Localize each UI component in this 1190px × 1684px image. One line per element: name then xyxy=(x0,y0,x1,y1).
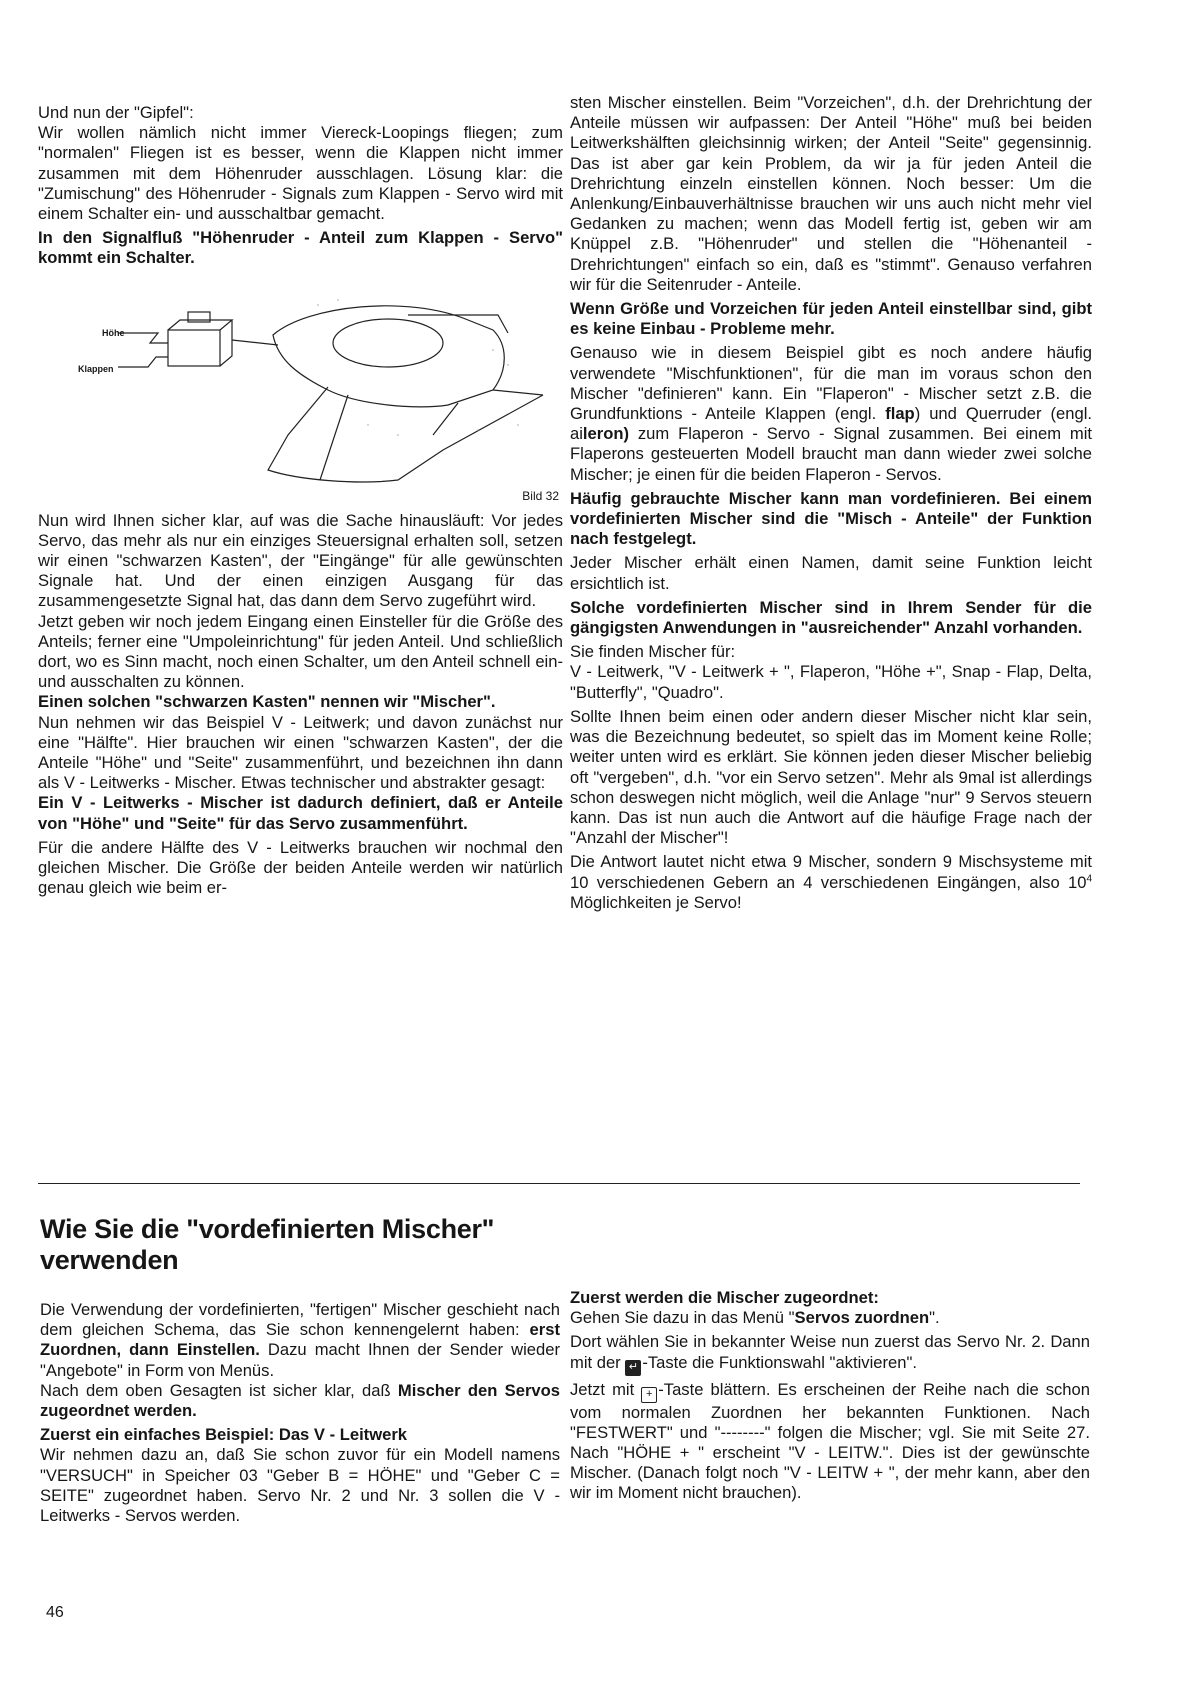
plus-key-icon: + xyxy=(641,1387,657,1403)
paragraph-bold: In den Signalfluß "Höhenruder - Anteil zum Klappen - Servo" kommt ein Schalter. xyxy=(38,228,563,268)
figure-label-klappen: Klappen xyxy=(78,363,114,374)
paragraph: Sie finden Mischer für: xyxy=(570,642,736,662)
paragraph: Nach dem oben Gesagten ist sicher klar, daß Mischer den Servos zugeordnet werden. xyxy=(40,1380,560,1421)
paragraph-bold: Solche vordefinierten Mischer sind in Ihrem Sender für die gängigsten Anwendungen in "ausreichender" Anzahl vorhanden. xyxy=(570,597,1092,638)
section-left-column xyxy=(40,1300,560,1530)
paragraph-bold: Ein V - Leitwerks - Mischer ist dadurch definiert, daß er Anteile von "Höhe" und "Seite" für das Servo zusammenführt. xyxy=(38,793,563,833)
paragraph: Genauso wie in diesem Beispiel gibt es noch andere häufig verwendete "Mischfunktionen", für die man im voraus schon den Mischer "definieren" kann. Ein "Flaperon" - Mischer setzt z.B. die Grundfunktions - Anteile Klappen (engl. flap) und Querruder (engl. aileron) zum Flaperon - Servo - Signal zusammen. Bei einem mit Flaperons gesteuerten Modell braucht man dann wieder zwei solche Mischer; je einen für die beiden Flaperon - Servos. xyxy=(570,343,1092,484)
paragraph: Sollte Ihnen beim einen oder andern dieser Mischer nicht klar sein, was die Bezeichnung bedeutet, so spielt das im Moment keine Rolle; weiter unten wird es erklärt. Sie können jeden dieser Mischer beliebig oft "vergeben", d.h. "vor ein Servo setzen". Mehr als 9mal ist allerdings schon deswegen nicht möglich, weil die Anlage "nur" 9 Servos steuern kann. Das ist nun auch die Antwort auf die häufige Frage nach der "Anzahl der Mischer"! xyxy=(570,706,1092,848)
paragraph: Und nun der "Gipfel": xyxy=(38,103,194,122)
page-number: 46 xyxy=(46,1604,64,1621)
section-heading: Wie Sie die "vordefinierten Mischer" verwenden xyxy=(40,1214,495,1275)
paragraph: Jeder Mischer erhält einen Namen, damit seine Funktion leicht ersichtlich ist. xyxy=(570,553,1092,593)
paragraph: Die Verwendung der vordefinierten, "fertigen" Mischer geschieht nach dem gleichen Schema, das Sie schon kennengelernt haben: erst Zuordnen, dann Einstellen. Dazu macht Ihnen der Sender wieder "Angebote" in Form von Menüs. xyxy=(40,1300,560,1380)
paragraph: Dort wählen Sie in bekannter Weise nun zuerst das Servo Nr. 2. Dann mit der ↵ -Taste die Funktionswahl "aktivieren". xyxy=(570,1332,1090,1375)
paragraph: Wir nehmen dazu an, daß Sie schon zuvor für ein Modell namens "VERSUCH" in Speicher 03 "Geber B = HÖHE" und "Geber C = SEITE" zugeordnet haben. Servo Nr. 2 und Nr. 3 sollen die V - Leitwerks - Servos werden. xyxy=(40,1445,560,1526)
paragraph: Nun wird Ihnen sicher klar, auf was die Sache hinausläuft: Vor jedes Servo, das mehr als nur ein einziges Steuersignal erhalten soll, setzen wir einen "schwarzen Kasten", der "Eingänge" für alle gewünschten Signale hat. Und der einen einzigen Ausgang für das zusammengesetzte Signal hat, das dann dem Servo zugeführt wird. xyxy=(38,510,563,611)
paragraph: Gehen Sie dazu in das Menü "Servos zuordnen". xyxy=(570,1308,940,1328)
figure-label-hoehe: Höhe xyxy=(102,327,125,338)
paragraph-bold: Zuerst ein einfaches Beispiel: Das V - Leitwerk xyxy=(40,1425,408,1445)
paragraph-bold: Häufig gebrauchte Mischer kann man vordefinieren. Bei einem vordefinierten Mischer sind die "Misch - Anteile" der Funktion nach festgelegt. xyxy=(570,488,1092,549)
figure-bild-32 xyxy=(38,275,563,505)
right-column xyxy=(570,93,1092,917)
paragraph: Nun nehmen wir das Beispiel V - Leitwerk; und davon zunächst nur eine "Hälfte". Hier brauchen wir einen "schwarzen Kasten", der die Anteile "Höhe" und "Seite" zusammenführt, und bezeichnen ihn dann als V - Leitwerks - Mischer. Etwas technischer und abstrakter gesagt: xyxy=(38,712,563,793)
section-divider xyxy=(38,1183,1080,1184)
paragraph: Die Antwort lautet nicht etwa 9 Mischer, sondern 9 Mischsysteme mit 10 verschiedenen Gebern an 4 verschiedenen Eingängen, also $10^4$ Möglichkeiten je Servo! xyxy=(570,852,1092,912)
paragraph-bold: Einen solchen "schwarzen Kasten" nennen wir "Mischer". xyxy=(38,692,496,712)
figure-caption: Bild 32 xyxy=(522,489,559,504)
aircraft-mixer-illustration xyxy=(38,275,563,505)
paragraph: V - Leitwerk, "V - Leitwerk + ", Flaperon, "Höhe +", Snap - Flap, Delta, "Butterfly", "Quadro". xyxy=(570,662,1092,702)
paragraph-bold: Wenn Größe und Vorzeichen für jeden Anteil einstellbar sind, gibt es keine Einbau - Probleme mehr. xyxy=(570,299,1092,339)
section-right-column xyxy=(570,1288,1090,1508)
paragraph: Für die andere Hälfte des V - Leitwerks brauchen wir nochmal den gleichen Mischer. Die Größe der beiden Anteile werden wir natürlich genau gleich wie beim er- xyxy=(38,837,563,898)
paragraph-bold: Zuerst werden die Mischer zugeordnet: xyxy=(570,1288,879,1307)
paragraph: sten Mischer einstellen. Beim "Vorzeichen", d.h. der Drehrichtung der Anteile müssen wir aufpassen: Der Anteil "Höhe" muß bei beiden Leitwerkshälften gleichsinnig wirken; der Anteil "Seite" gegensinnig. Das ist aber gar kein Problem, da wir ja für jeden Anteil die Drehrichtung einzeln einstellen können. Noch besser: Um die Anlenkung/Einbauverhältnisse brauchen wir uns auch nicht mehr viel Gedanken zu machen; wenn das Modell fertig ist, geben wir am Knüppel z.B. "Höhenruder" und stellen die "Höhenanteil - Drehrichtungen" einfach so ein, daß es "stimmt". Genauso verfahren wir für die Seitenruder - Anteile. xyxy=(570,93,1092,294)
paragraph: Jetzt mit + -Taste blättern. Es erscheinen der Reihe nach die schon vom normalen Zuordnen her bekannten Funktionen. Nach "FESTWERT" und "--------" folgen die Mischer; vgl. Sie mit Seite 27. Nach "HÖHE + " erscheint "V - LEITW.". Dies ist der gewünschte Mischer. (Danach folgt noch "V - LEITW + ", der mehr kann, aber den wir im Moment nicht brauchen). xyxy=(570,1379,1090,1503)
left-column xyxy=(38,103,563,902)
enter-key-icon: ↵ xyxy=(625,1360,641,1376)
paragraph: Wir wollen nämlich nicht immer Viereck-Loopings fliegen; zum "normalen" Fliegen ist es besser, wenn die Klappen nicht immer zusammen mit dem Höhenruder ausschlagen. Lösung klar: die "Zumischung" des Höhenruder - Signals zum Klappen - Servo wird mit einem Schalter ein- und ausschaltbar gemacht. xyxy=(38,123,563,224)
paragraph: Jetzt geben wir noch jedem Eingang einen Einsteller für die Größe des Anteils; ferner eine "Umpoleinrichtung" für jeden Anteil. Und schließlich dort, wo es Sinn macht, noch einen Schalter, um den Anteil schnell ein- und ausschalten zu können. xyxy=(38,611,563,692)
